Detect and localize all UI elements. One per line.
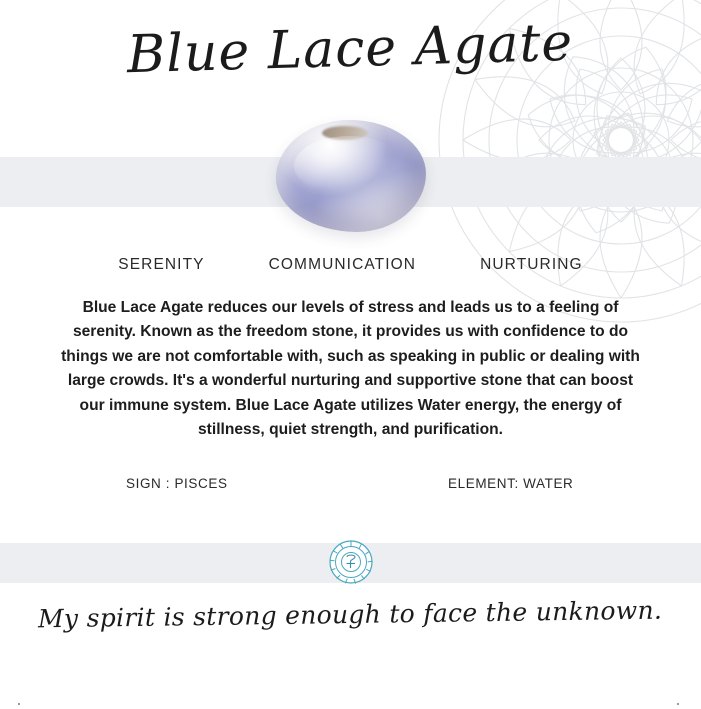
affirmation-wrapper [0, 595, 701, 634]
zodiac-sign: SIGN : PISCES [126, 476, 228, 491]
keyword-item: NURTURING [480, 256, 583, 273]
keyword-item: COMMUNICATION [268, 256, 417, 273]
chakra-symbol-wrapper [0, 533, 701, 596]
keyword-item: SERENITY [118, 256, 205, 273]
blue-lace-agate-stone-image [276, 120, 426, 232]
corner-tick-right [677, 703, 679, 705]
crystal-name: Blue Lace Agate [126, 12, 575, 86]
element-label: ELEMENT: WATER [448, 476, 574, 491]
throat-chakra-icon [322, 533, 380, 591]
affirmation-text: My spirit is strong enough to face the unknown. [38, 595, 663, 634]
page-title [0, 12, 701, 86]
keyword-list [0, 256, 701, 274]
stone-image-wrapper [0, 120, 701, 237]
crystal-description: Blue Lace Agate reduces our levels of stress and leads us to a feeling of serenity. Known as the freedom stone, it provides us with confidence to do things we are not comfortable with, such as speaking in public or dealing with large crowds. It's a wonderful nurturing and supportive stone that can boost our immune system. Blue Lace Agate utilizes Water energy, the energy of stillness, quiet strength, and purification. [61, 299, 640, 439]
corner-tick-left [18, 703, 20, 705]
